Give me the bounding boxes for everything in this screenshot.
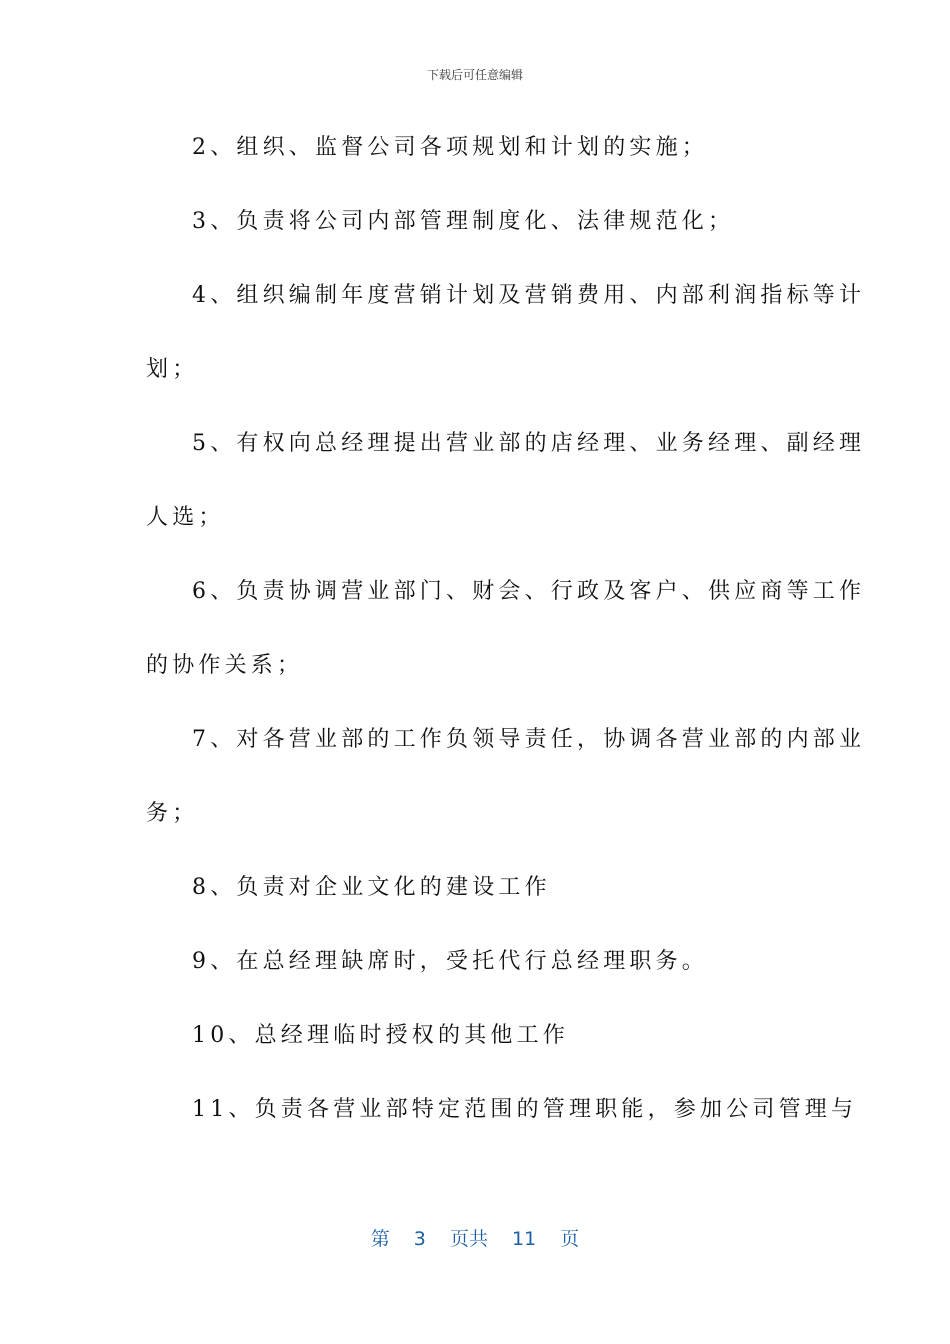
paragraph-line: 3、负责将公司内部管理制度化、法律规范化； [192, 209, 735, 234]
paragraph-line: 2、组织、监督公司各项规划和计划的实施； [192, 135, 708, 160]
paragraph-line: 4、组织编制年度营销计划及营销费用、内部利润指标等计 [192, 283, 866, 308]
page-label-middle: 页共 [449, 1228, 488, 1250]
header-note: 下载后可任意编辑 [426, 68, 523, 82]
paragraph-line: 9、在总经理缺席时，受托代行总经理职务。 [192, 949, 708, 974]
paragraph-line: 划； [146, 357, 199, 382]
paragraph-line: 11、负责各营业部特定范围的管理职能，参加公司管理与 [192, 1097, 858, 1122]
page-footer [0, 1224, 950, 1251]
current-page-number: 3 [413, 1228, 426, 1250]
paragraph-line: 务； [146, 801, 199, 826]
total-pages-number: 11 [512, 1228, 537, 1250]
paragraph-line: 7、对各营业部的工作负领导责任，协调各营业部的内部业 [192, 727, 866, 752]
paragraph-line: 的协作关系； [146, 653, 304, 678]
paragraph-line: 8、负责对企业文化的建设工作 [192, 875, 551, 900]
page-label-suffix: 页 [560, 1228, 580, 1250]
paragraph-line: 5、有权向总经理提出营业部的店经理、业务经理、副经理 [192, 431, 866, 456]
paragraph-line: 人选； [146, 505, 225, 530]
paragraph-line: 6、负责协调营业部门、财会、行政及客户、供应商等工作 [192, 579, 866, 604]
page-label-prefix: 第 [370, 1228, 390, 1250]
paragraph-line: 10、总经理临时授权的其他工作 [192, 1023, 569, 1048]
